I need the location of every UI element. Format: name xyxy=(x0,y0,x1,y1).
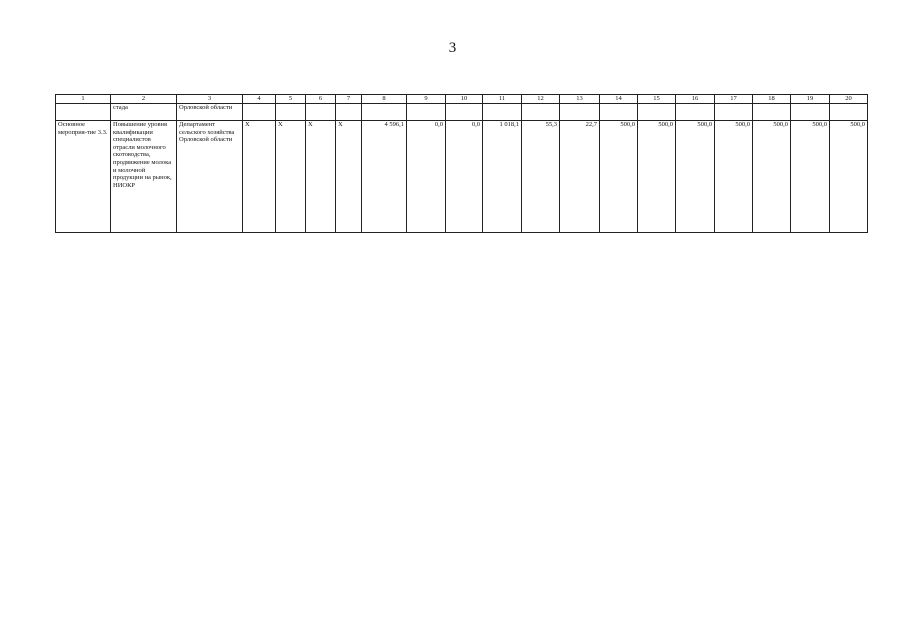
column-number: 8 xyxy=(362,95,407,104)
measure-label: Основное мероприя-тие 3.3. xyxy=(56,121,111,233)
table-cell xyxy=(753,104,791,121)
column-number: 19 xyxy=(791,95,830,104)
table-cell: 500,0 xyxy=(600,121,638,233)
table-cell: Х xyxy=(243,121,276,233)
table-cell: 1 018,1 xyxy=(483,121,522,233)
column-number: 5 xyxy=(276,95,306,104)
table-cell: Х xyxy=(336,121,362,233)
table-cell xyxy=(446,104,483,121)
table-cell xyxy=(638,104,676,121)
table-cell: 500,0 xyxy=(830,121,868,233)
table-cell xyxy=(715,104,753,121)
column-number: 1 xyxy=(56,95,111,104)
table-cell: Х xyxy=(276,121,306,233)
column-number: 13 xyxy=(560,95,600,104)
table-cell: стада xyxy=(111,104,177,121)
column-number: 16 xyxy=(676,95,715,104)
column-number: 2 xyxy=(111,95,177,104)
column-number: 15 xyxy=(638,95,676,104)
table-cell xyxy=(560,104,600,121)
column-number: 20 xyxy=(830,95,868,104)
table-cell xyxy=(336,104,362,121)
table-row xyxy=(56,121,868,233)
table-cell xyxy=(276,104,306,121)
column-number: 17 xyxy=(715,95,753,104)
table-cell xyxy=(56,104,111,121)
column-number: 9 xyxy=(407,95,446,104)
table-cell: 500,0 xyxy=(791,121,830,233)
program-table xyxy=(55,94,868,233)
column-number: 18 xyxy=(753,95,791,104)
table-cell: 22,7 xyxy=(560,121,600,233)
continuation-row xyxy=(56,104,868,121)
column-number: 7 xyxy=(336,95,362,104)
table-cell xyxy=(243,104,276,121)
column-number: 6 xyxy=(306,95,336,104)
column-number: 3 xyxy=(177,95,243,104)
table-cell: 500,0 xyxy=(715,121,753,233)
table-cell: 55,3 xyxy=(522,121,560,233)
column-number: 12 xyxy=(522,95,560,104)
table-cell xyxy=(676,104,715,121)
table-cell: 500,0 xyxy=(638,121,676,233)
table-cell: 0,0 xyxy=(407,121,446,233)
table-cell xyxy=(830,104,868,121)
table-cell xyxy=(306,104,336,121)
table-cell xyxy=(483,104,522,121)
table-cell: 500,0 xyxy=(676,121,715,233)
table-cell: 500,0 xyxy=(753,121,791,233)
column-number: 14 xyxy=(600,95,638,104)
table-cell xyxy=(407,104,446,121)
page-number: 3 xyxy=(448,40,457,56)
table-cell xyxy=(791,104,830,121)
table-cell: 0,0 xyxy=(446,121,483,233)
column-number: 10 xyxy=(446,95,483,104)
responsible-executor: Департамент сельского хозяйства Орловской области xyxy=(177,121,243,233)
table-cell xyxy=(600,104,638,121)
measure-description: Повышение уровня квалификации специалистов отрасли молочного скотоводства, продвижение молока и молочной продукции на рынок, НИОКР xyxy=(111,121,177,233)
column-number: 4 xyxy=(243,95,276,104)
table-cell xyxy=(522,104,560,121)
column-number: 11 xyxy=(483,95,522,104)
table-cell xyxy=(362,104,407,121)
table-cell: Х xyxy=(306,121,336,233)
table-cell: Орловской области xyxy=(177,104,243,121)
table-cell: 4 596,1 xyxy=(362,121,407,233)
column-number-row xyxy=(56,95,868,104)
